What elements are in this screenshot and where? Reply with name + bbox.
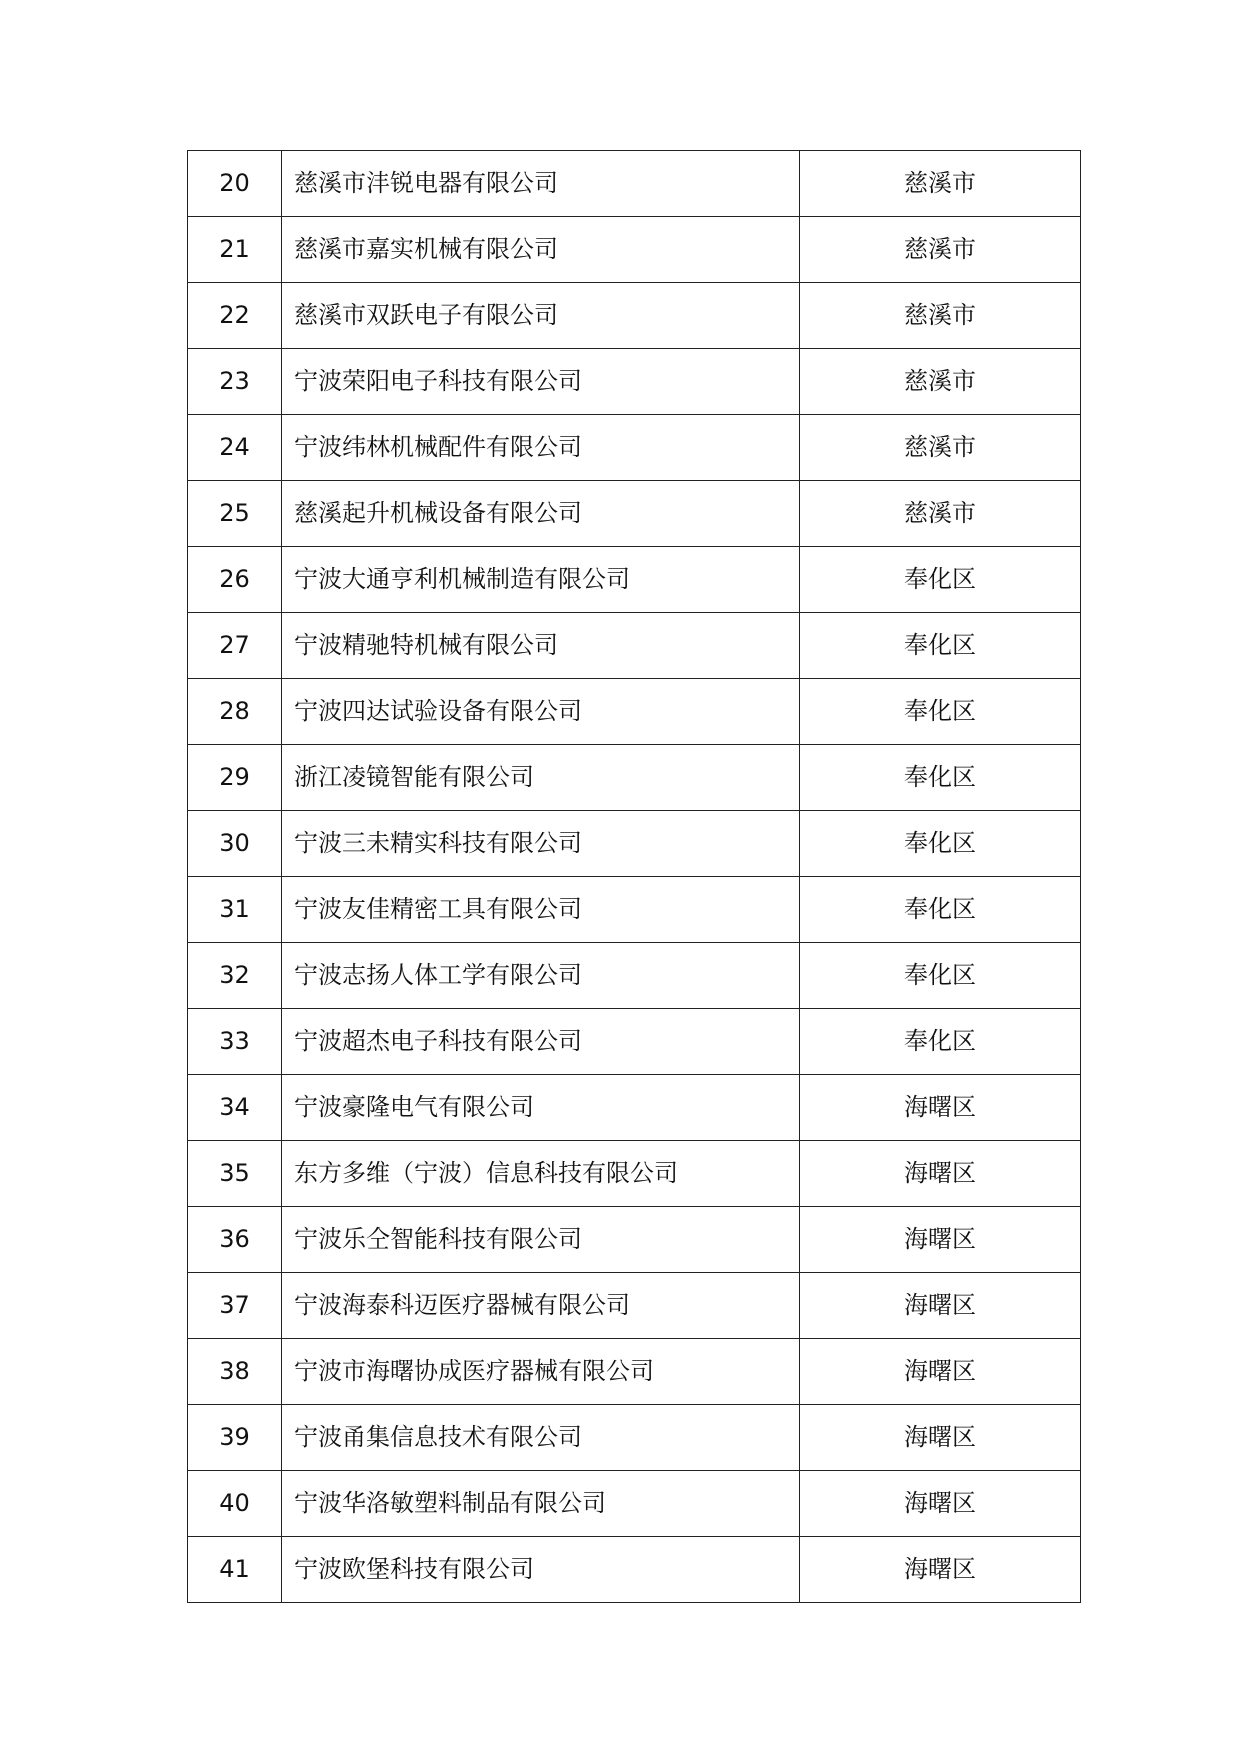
- region-name: 奉化区: [800, 613, 1081, 679]
- table-row: [188, 745, 1081, 811]
- company-name: 宁波友佳精密工具有限公司: [282, 877, 800, 943]
- company-name: 宁波超杰电子科技有限公司: [282, 1009, 800, 1075]
- table-row: [188, 1537, 1081, 1603]
- table-row: [188, 151, 1081, 217]
- table-row: [188, 1405, 1081, 1471]
- row-number: 26: [188, 547, 282, 613]
- table-row: [188, 1273, 1081, 1339]
- region-name: 海曙区: [800, 1273, 1081, 1339]
- row-number: 36: [188, 1207, 282, 1273]
- table-row: [188, 1141, 1081, 1207]
- region-name: 海曙区: [800, 1339, 1081, 1405]
- region-name: 海曙区: [800, 1075, 1081, 1141]
- row-number: 29: [188, 745, 282, 811]
- row-number: 23: [188, 349, 282, 415]
- company-name: 宁波华洛敏塑料制品有限公司: [282, 1471, 800, 1537]
- company-name: 宁波荣阳电子科技有限公司: [282, 349, 800, 415]
- company-name: 宁波欧堡科技有限公司: [282, 1537, 800, 1603]
- table-row: [188, 613, 1081, 679]
- row-number: 37: [188, 1273, 282, 1339]
- company-name: 慈溪起升机械设备有限公司: [282, 481, 800, 547]
- region-name: 奉化区: [800, 679, 1081, 745]
- row-number: 27: [188, 613, 282, 679]
- row-number: 41: [188, 1537, 282, 1603]
- table-row: [188, 1207, 1081, 1273]
- company-name: 宁波三未精实科技有限公司: [282, 811, 800, 877]
- company-name: 宁波甬集信息技术有限公司: [282, 1405, 800, 1471]
- company-name: 慈溪市沣锐电器有限公司: [282, 151, 800, 217]
- company-name: 宁波海泰科迈医疗器械有限公司: [282, 1273, 800, 1339]
- company-name: 宁波纬林机械配件有限公司: [282, 415, 800, 481]
- table-row: [188, 1471, 1081, 1537]
- table-row: [188, 679, 1081, 745]
- table-row: [188, 1339, 1081, 1405]
- region-name: 奉化区: [800, 547, 1081, 613]
- region-name: 慈溪市: [800, 151, 1081, 217]
- table-row: [188, 1009, 1081, 1075]
- row-number: 25: [188, 481, 282, 547]
- table-row: [188, 811, 1081, 877]
- table-row: [188, 217, 1081, 283]
- region-name: 奉化区: [800, 745, 1081, 811]
- company-name: 宁波市海曙协成医疗器械有限公司: [282, 1339, 800, 1405]
- region-name: 海曙区: [800, 1471, 1081, 1537]
- table-row: [188, 283, 1081, 349]
- region-name: 慈溪市: [800, 415, 1081, 481]
- company-name: 宁波豪隆电气有限公司: [282, 1075, 800, 1141]
- company-name: 慈溪市双跃电子有限公司: [282, 283, 800, 349]
- row-number: 34: [188, 1075, 282, 1141]
- company-name: 浙江凌镜智能有限公司: [282, 745, 800, 811]
- region-name: 慈溪市: [800, 283, 1081, 349]
- table-row: [188, 547, 1081, 613]
- row-number: 21: [188, 217, 282, 283]
- company-name: 宁波大通亨利机械制造有限公司: [282, 547, 800, 613]
- region-name: 慈溪市: [800, 217, 1081, 283]
- region-name: 慈溪市: [800, 349, 1081, 415]
- company-name: 宁波志扬人体工学有限公司: [282, 943, 800, 1009]
- row-number: 22: [188, 283, 282, 349]
- row-number: 38: [188, 1339, 282, 1405]
- region-name: 慈溪市: [800, 481, 1081, 547]
- table-row: [188, 943, 1081, 1009]
- row-number: 39: [188, 1405, 282, 1471]
- row-number: 35: [188, 1141, 282, 1207]
- table-row: [188, 877, 1081, 943]
- table-body: [188, 151, 1081, 1603]
- table-row: [188, 415, 1081, 481]
- row-number: 28: [188, 679, 282, 745]
- region-name: 奉化区: [800, 811, 1081, 877]
- row-number: 32: [188, 943, 282, 1009]
- row-number: 20: [188, 151, 282, 217]
- table-row: [188, 1075, 1081, 1141]
- table-row: [188, 349, 1081, 415]
- row-number: 40: [188, 1471, 282, 1537]
- row-number: 33: [188, 1009, 282, 1075]
- company-name: 宁波精驰特机械有限公司: [282, 613, 800, 679]
- company-name: 慈溪市嘉实机械有限公司: [282, 217, 800, 283]
- row-number: 31: [188, 877, 282, 943]
- table-row: [188, 481, 1081, 547]
- region-name: 海曙区: [800, 1537, 1081, 1603]
- row-number: 24: [188, 415, 282, 481]
- region-name: 奉化区: [800, 877, 1081, 943]
- region-name: 海曙区: [800, 1405, 1081, 1471]
- row-number: 30: [188, 811, 282, 877]
- company-name: 宁波四达试验设备有限公司: [282, 679, 800, 745]
- region-name: 海曙区: [800, 1141, 1081, 1207]
- region-name: 海曙区: [800, 1207, 1081, 1273]
- company-list-table: [187, 150, 1081, 1603]
- company-name: 宁波乐仝智能科技有限公司: [282, 1207, 800, 1273]
- company-name: 东方多维（宁波）信息科技有限公司: [282, 1141, 800, 1207]
- region-name: 奉化区: [800, 1009, 1081, 1075]
- region-name: 奉化区: [800, 943, 1081, 1009]
